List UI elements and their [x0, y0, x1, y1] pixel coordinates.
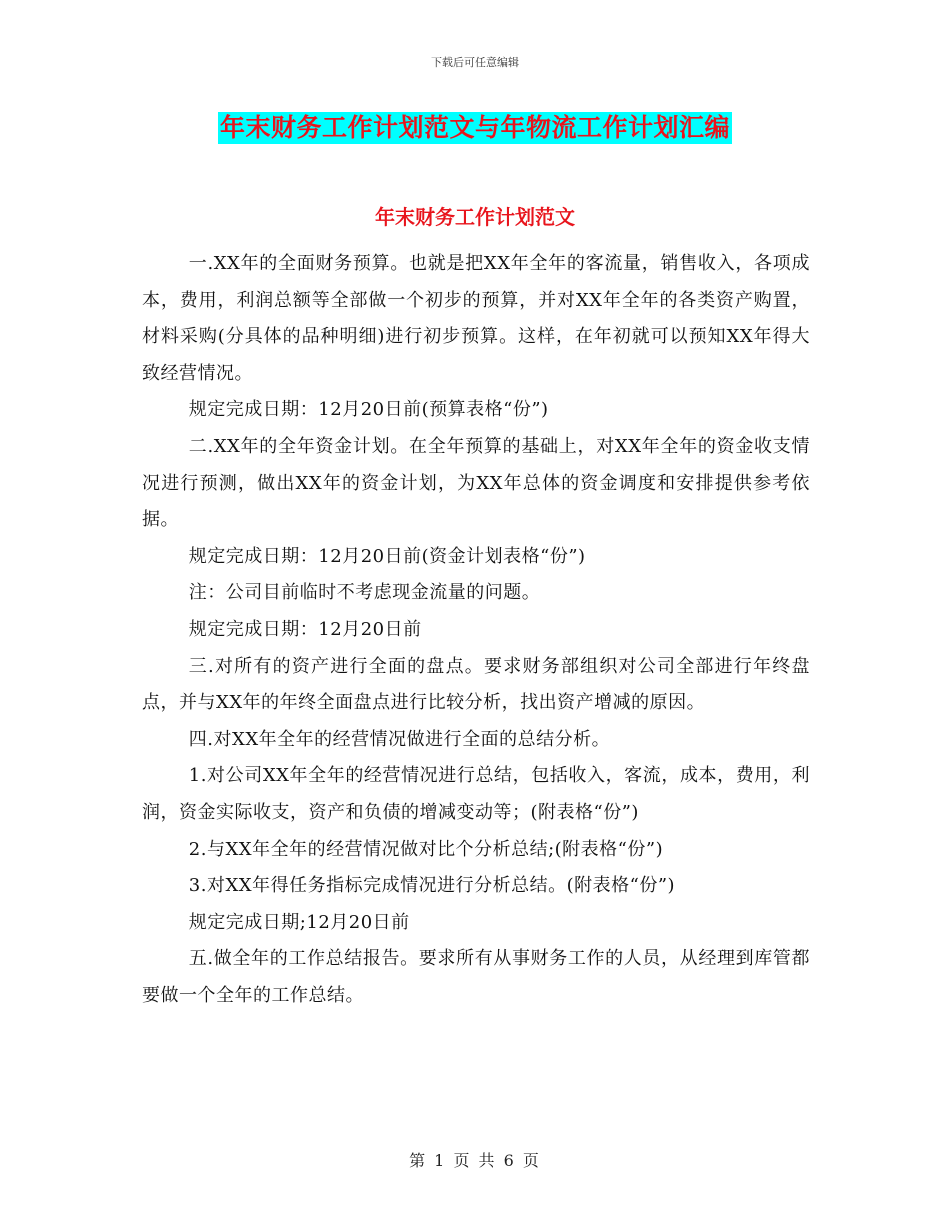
paragraph: 规定完成日期：12月20日前(预算表格“份”) [188, 399, 549, 421]
paragraph: 一.XX年的全面财务预算。也就是把XX年全年的客流量，销售收入，各项成本，费用，利润总额等全部做一个初步的预算，并对XX年全年的各类资产购置，材料采购(分具体的品种明细)进行初步预算。这样，在年初就可以预知XX年得大致经营情况。 [142, 253, 810, 384]
paragraph: 3.对XX年得任务指标完成情况进行分析总结。(附表格“份”) [188, 875, 676, 897]
document-title: 年末财务工作计划范文与年物流工作计划汇编 [219, 113, 730, 142]
paragraph: 三.对所有的资产进行全面的盘点。要求财务部组织对公司全部进行年终盘点，并与XX年的年终全面盘点进行比较分析，找出资产增减的原因。 [142, 655, 810, 714]
document-title-container [0, 112, 950, 144]
paragraph: 2.与XX年全年的经营情况做对比个分析总结;(附表格“份”) [188, 838, 664, 860]
paragraph: 规定完成日期：12月20日前 [188, 618, 422, 640]
paragraph: 四.对XX年全年的经营情况做进行全面的总结分析。 [188, 728, 611, 750]
paragraph: 五.做全年的工作总结报告。要求所有从事财务工作的人员，从经理到库管都要做一个全年的工作总结。 [142, 948, 810, 1006]
page-indicator: 第 1 页 共 6 页 [409, 1151, 541, 1170]
paragraph: 规定完成日期：12月20日前(资金计划表格“份”) [188, 545, 586, 567]
header-note: 下载后可任意编辑 [431, 56, 519, 69]
paragraph: 规定完成日期;12月20日前 [188, 911, 410, 933]
paragraph: 注：公司目前临时不考虑现金流量的问题。 [188, 582, 541, 604]
paragraph: 1.对公司XX年全年的经营情况进行总结，包括收入，客流，成本，费用，利润，资金实际收支，资产和负债的增减变动等；(附表格“份”) [142, 765, 810, 823]
section-title: 年末财务工作计划范文 [375, 205, 575, 229]
document-body [142, 246, 810, 1014]
paragraph: 二.XX年的全年资金计划。在全年预算的基础上，对XX年全年的资金收支情况进行预测，做出XX年的资金计划，为XX年总体的资金调度和安排提供参考依据。 [142, 435, 810, 531]
